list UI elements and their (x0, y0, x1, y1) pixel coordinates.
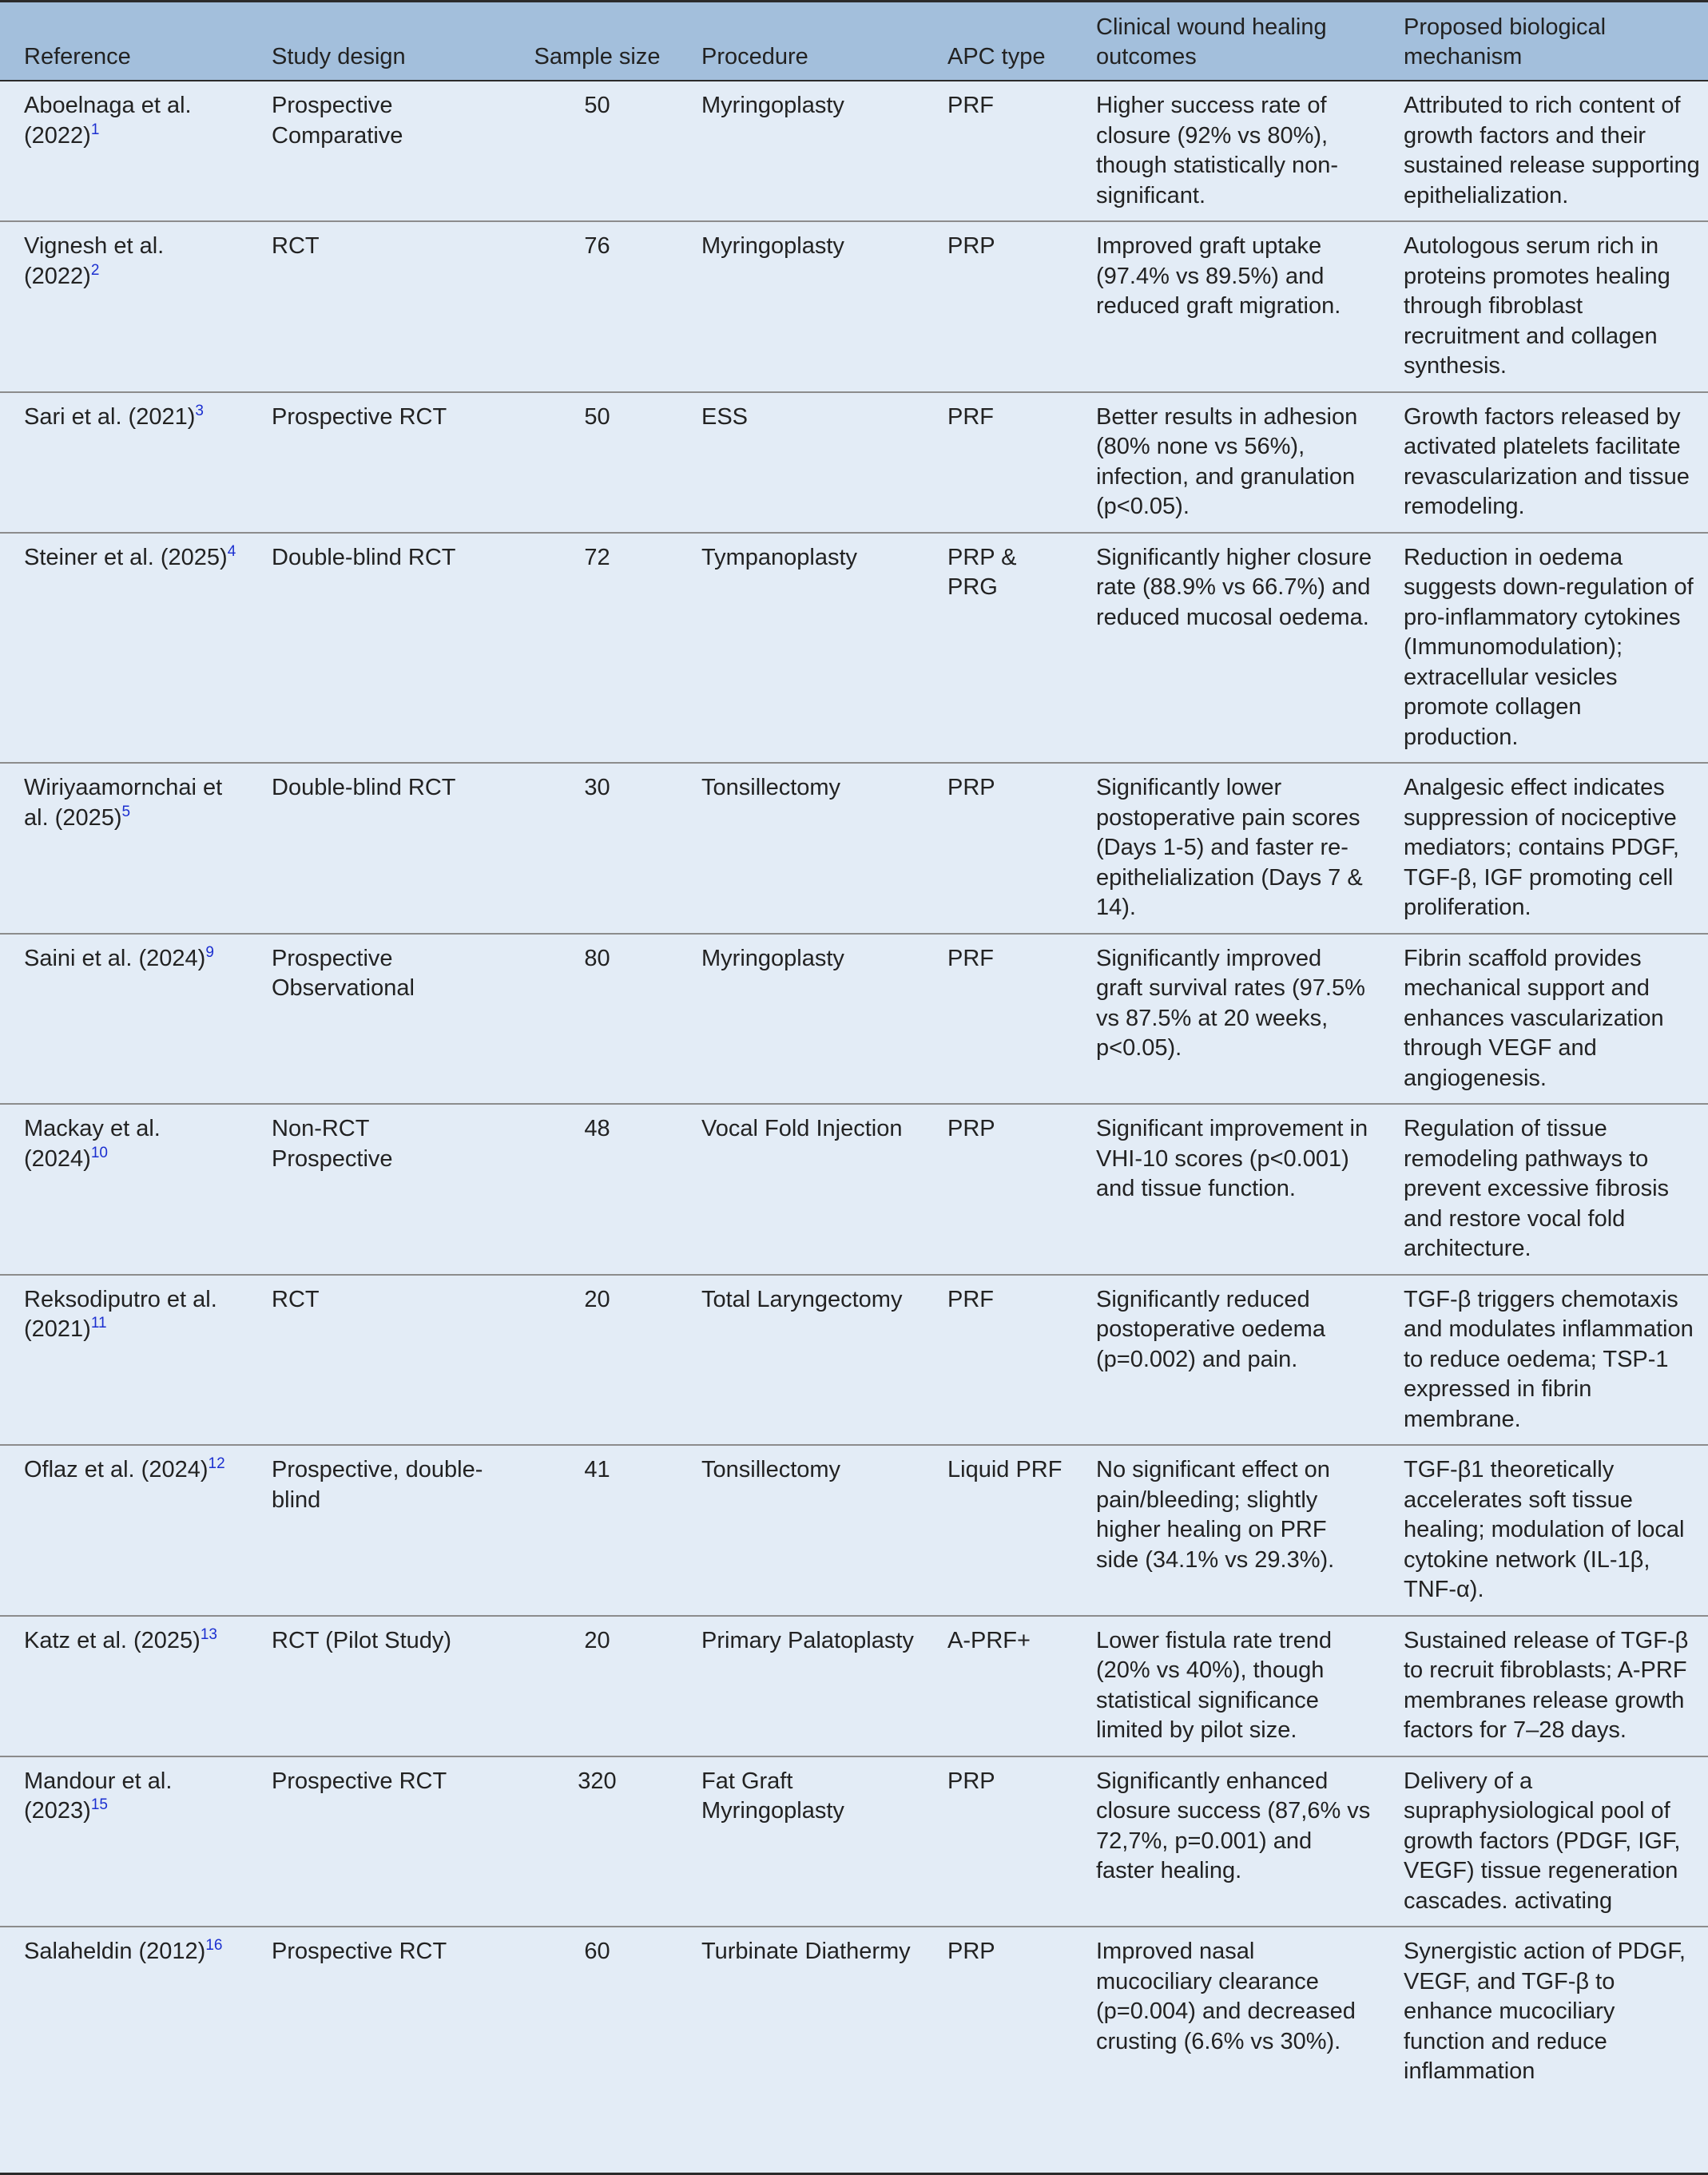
table-row (0, 1927, 1708, 2097)
table-row (0, 763, 1708, 934)
cell-procedure: Primary Palatoplasty (677, 1616, 924, 1756)
cell-study-design: RCT (Pilot Study) (248, 1616, 499, 1756)
cell-study-design: RCT (248, 1275, 499, 1446)
reference-text: Wiriyaamornchai et al. (2025) (24, 775, 223, 831)
cell-study-design: Prospective RCT (248, 1756, 499, 1927)
cell-reference (0, 1616, 248, 1756)
cell-outcomes: Lower fistula rate trend (20% vs 40%), though statistical significance limited by pilot size. (1072, 1616, 1380, 1756)
cell-sample-size: 76 (499, 221, 677, 392)
citation-link[interactable]: 9 (205, 943, 214, 961)
cell-apc-type: PRF (924, 392, 1072, 533)
cell-sample-size: 80 (499, 934, 677, 1105)
citation-link[interactable]: 12 (208, 1455, 225, 1472)
cell-reference (0, 934, 248, 1105)
cell-study-design: Prospective Observational (248, 934, 499, 1105)
cell-study-design: Prospective RCT (272, 1939, 447, 1964)
cell-study-design: Prospective RCT (248, 392, 499, 533)
cell-mechanism: Regulation of tissue remodeling pathways to prevent excessive fibrosis and restore vocal fold architecture. (1380, 1104, 1708, 1275)
cell-reference (0, 1275, 248, 1446)
reference-text: Mandour et al. (2023) (24, 1768, 173, 1824)
cell-reference (0, 763, 248, 934)
citation-link[interactable]: 2 (90, 261, 100, 279)
cell-apc-type: PRP (947, 1939, 995, 1964)
cell-procedure: Vocal Fold Injection (677, 1104, 924, 1275)
table-header (0, 2, 1708, 81)
cell-outcomes: Improved nasal mucociliary clearance (p=0.004) and decreased crusting (6.6% vs 30%). (1096, 1939, 1356, 2054)
table-body (0, 81, 1708, 2097)
reference-text: Mackay et al. (2024) (24, 1116, 161, 1172)
citation-link[interactable]: 5 (121, 803, 131, 820)
citation-link[interactable]: 11 (90, 1315, 107, 1332)
cell-outcomes: Significantly reduced postoperative oedema (p=0.002) and pain. (1072, 1275, 1380, 1446)
reference-text: Steiner et al. (2025) (24, 544, 228, 570)
citation-link[interactable]: 3 (195, 402, 204, 419)
table-row (0, 1104, 1708, 1275)
reference-text: Aboelnaga et al. (2022) (24, 93, 192, 149)
cell-procedure: Tonsillectomy (677, 763, 924, 934)
cell-reference (0, 1445, 248, 1616)
header-reference: Reference (0, 2, 248, 81)
cell-mechanism: TGF-β1 theoretically accelerates soft tissue healing; modulation of local cytokine network (IL-1β, TNF-α). (1380, 1445, 1708, 1616)
table-row (0, 1756, 1708, 1927)
cell-sample-size: 48 (499, 1104, 677, 1275)
citation-link[interactable]: 1 (90, 121, 100, 138)
cell-procedure: Turbinate Diathermy (701, 1939, 911, 1964)
cell-apc-type: PRF (924, 934, 1072, 1105)
cell-reference (0, 533, 248, 764)
cell-study-design: Prospective Comparative (248, 81, 499, 221)
cell-study-design: Non-RCT Prospective (248, 1104, 499, 1275)
cell-study-design: Double-blind RCT (248, 763, 499, 934)
cell-study-design: Double-blind RCT (248, 533, 499, 764)
cell-sample-size: 20 (499, 1275, 677, 1446)
reference-text: Sari et al. (2021) (24, 403, 196, 430)
cell-procedure: Fat Graft Myringoplasty (677, 1756, 924, 1927)
cell-apc-type: A-PRF+ (924, 1616, 1072, 1756)
cell-outcomes: Significantly higher closure rate (88.9% vs 66.7%) and reduced mucosal oedema. (1072, 533, 1380, 764)
header-outcomes: Clinical wound healing outcomes (1072, 2, 1380, 81)
cell-mechanism: Synergistic action of PDGF, VEGF, and TGF-β to enhance mucociliary function and reduce inflammation (1404, 1939, 1686, 2084)
cell-procedure: Myringoplasty (677, 934, 924, 1105)
cell-reference (0, 1756, 248, 1927)
cell-outcomes: Higher success rate of closure (92% vs 80%), though statistically non-significant. (1072, 81, 1380, 221)
reference-text: Salaheldin (2012) (24, 1939, 206, 1964)
cell-sample-size: 60 (584, 1939, 610, 1964)
header-study-design: Study design (248, 2, 499, 81)
cell-reference (0, 1104, 248, 1275)
reference-text: Katz et al. (2025) (24, 1627, 201, 1653)
table-row (0, 533, 1708, 764)
cell-outcomes: Better results in adhesion (80% none vs 56%), infection, and granulation (p<0.05). (1072, 392, 1380, 533)
reference-text: Saini et al. (2024) (24, 945, 206, 971)
study-table (0, 2, 1708, 2097)
cell-outcomes: Significantly improved graft survival rates (97.5% vs 87.5% at 20 weeks, p<0.05). (1072, 934, 1380, 1105)
header-sample-size: Sample size (499, 2, 677, 81)
cell-sample-size: 20 (499, 1616, 677, 1756)
cell-apc-type: PRP (924, 1756, 1072, 1927)
cell-sample-size: 41 (499, 1445, 677, 1616)
cell-mechanism: Delivery of a supraphysiological pool of growth factors (PDGF, IGF, VEGF) tissue regeneration cascades. activating (1380, 1756, 1708, 1927)
header-mechanism: Proposed biological mechanism (1380, 2, 1708, 81)
cell-mechanism: Reduction in oedema suggests down-regulation of pro-inflammatory cytokines (Immunomodulation); extracellular vesicles promote collagen production. (1380, 533, 1708, 764)
cell-reference (0, 1927, 248, 2097)
citation-link[interactable]: 15 (90, 1796, 108, 1813)
cell-outcomes: Significantly enhanced closure success (87,6% vs 72,7%, p=0.001) and faster healing. (1072, 1756, 1380, 1927)
header-apc-type: APC type (924, 2, 1072, 81)
header-procedure: Procedure (677, 2, 924, 81)
citation-link[interactable]: 16 (205, 1937, 223, 1954)
cell-mechanism: Attributed to rich content of growth factors and their sustained release supporting epithelialization. (1380, 81, 1708, 221)
cell-mechanism: Growth factors released by activated platelets facilitate revascularization and tissue remodeling. (1380, 392, 1708, 533)
cell-reference (0, 81, 248, 221)
table-row (0, 934, 1708, 1105)
reference-text: Oflaz et al. (2024) (24, 1457, 209, 1482)
cell-procedure: Total Laryngectomy (677, 1275, 924, 1446)
cell-outcomes: Improved graft uptake (97.4% vs 89.5%) and reduced graft migration. (1072, 221, 1380, 392)
reference-text: Reksodiputro et al. (2021) (24, 1286, 217, 1342)
cell-procedure: Myringoplasty (677, 81, 924, 221)
cell-procedure: Tonsillectomy (677, 1445, 924, 1616)
table-row (0, 81, 1708, 221)
table-row (0, 1445, 1708, 1616)
cell-reference (0, 392, 248, 533)
cell-mechanism: Sustained release of TGF-β to recruit fibroblasts; A-PRF membranes release growth factors for 7–28 days. (1380, 1616, 1708, 1756)
table-row (0, 1616, 1708, 1756)
cell-sample-size: 50 (499, 392, 677, 533)
cell-study-design: RCT (248, 221, 499, 392)
cell-mechanism: Fibrin scaffold provides mechanical support and enhances vascularization through VEGF and angiogenesis. (1380, 934, 1708, 1105)
cell-outcomes: Significant improvement in VHI-10 scores (p<0.001) and tissue function. (1072, 1104, 1380, 1275)
cell-apc-type: PRP & PRG (924, 533, 1072, 764)
cell-procedure: Tympanoplasty (677, 533, 924, 764)
citation-link[interactable]: 4 (227, 542, 236, 560)
cell-apc-type: PRP (924, 1104, 1072, 1275)
cell-outcomes: Significantly lower postoperative pain scores (Days 1-5) and faster re-epithelialization (Days 7 & 14). (1072, 763, 1380, 934)
cell-sample-size: 72 (499, 533, 677, 764)
cell-mechanism: Autologous serum rich in proteins promotes healing through fibroblast recruitment and collagen synthesis. (1380, 221, 1708, 392)
cell-procedure: ESS (677, 392, 924, 533)
cell-apc-type: Liquid PRF (924, 1445, 1072, 1616)
table-row (0, 1275, 1708, 1446)
cell-outcomes: No significant effect on pain/bleeding; slightly higher healing on PRF side (34.1% vs 29.3%). (1072, 1445, 1380, 1616)
cell-study-design: Prospective, double-blind (248, 1445, 499, 1616)
cell-apc-type: PRF (924, 81, 1072, 221)
table-row (0, 392, 1708, 533)
reference-text: Vignesh et al. (2022) (24, 233, 165, 289)
citation-link[interactable]: 10 (90, 1144, 108, 1161)
cell-mechanism: TGF-β triggers chemotaxis and modulates inflammation to reduce oedema; TSP-1 expressed in fibrin membrane. (1380, 1275, 1708, 1446)
cell-reference (0, 221, 248, 392)
header-row (0, 2, 1708, 81)
table-row (0, 221, 1708, 392)
citation-link[interactable]: 13 (200, 1625, 217, 1643)
cell-apc-type: PRP (924, 221, 1072, 392)
cell-apc-type: PRP (924, 763, 1072, 934)
cell-sample-size: 320 (499, 1756, 677, 1927)
cell-sample-size: 50 (499, 81, 677, 221)
cell-apc-type: PRF (924, 1275, 1072, 1446)
cell-procedure: Myringoplasty (677, 221, 924, 392)
cell-mechanism: Analgesic effect indicates suppression of nociceptive mediators; contains PDGF, TGF-β, IGF promoting cell proliferation. (1380, 763, 1708, 934)
cell-sample-size: 30 (499, 763, 677, 934)
